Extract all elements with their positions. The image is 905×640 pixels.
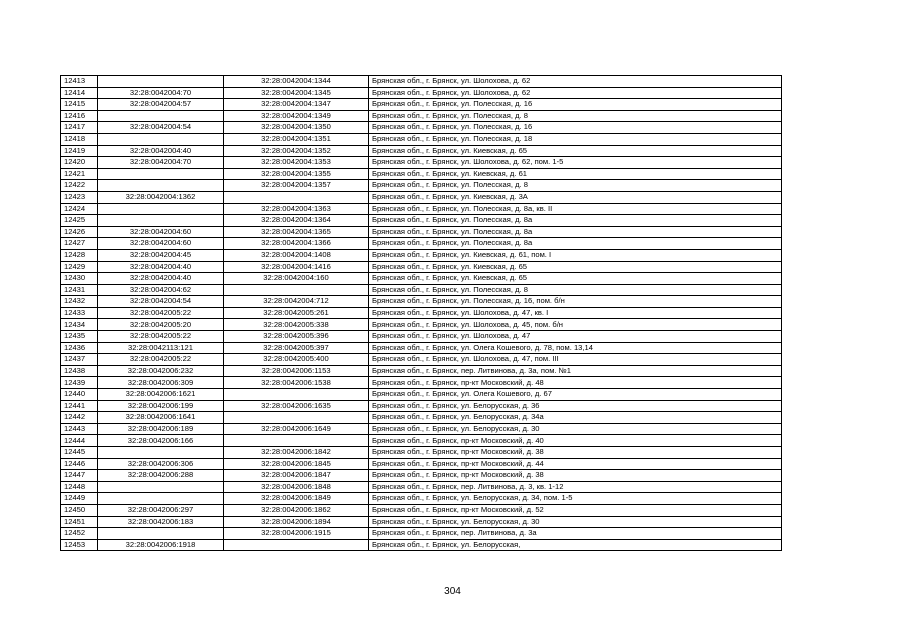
object-cadastral-number-cell: 32:28:0042006:1635 [224,400,369,412]
address-cell: Брянская обл., г. Брянск, пр-кт Московский, д. 44 [369,458,782,470]
object-cadastral-number-cell: 32:28:0042005:400 [224,354,369,366]
cadastral-number-cell: 32:28:0042006:166 [98,435,224,447]
row-number-cell: 12418 [61,133,98,145]
row-number-cell: 12450 [61,504,98,516]
page-number: 304 [444,586,461,597]
table-row [61,99,782,111]
row-number-cell: 12432 [61,296,98,308]
table-row [61,110,782,122]
table-row [61,470,782,482]
table-row [61,307,782,319]
cadastral-number-cell: 32:28:0042006:1918 [98,539,224,551]
table-row [61,168,782,180]
address-cell: Брянская обл., г. Брянск, ул. Полесская, д. 16, пом. б/н [369,296,782,308]
table-row [61,365,782,377]
object-cadastral-number-cell: 32:28:0042006:1649 [224,423,369,435]
address-cell: Брянская обл., г. Брянск, ул. Киевская, д. 65 [369,273,782,285]
table-row [61,319,782,331]
table-row [61,539,782,551]
object-cadastral-number-cell: 32:28:0042006:1915 [224,528,369,540]
cadastral-number-cell: 32:28:0042006:306 [98,458,224,470]
cadastral-number-cell: 32:28:0042005:22 [98,354,224,366]
address-cell: Брянская обл., г. Брянск, ул. Киевская, д. 61, пом. I [369,249,782,261]
registry-table [60,75,782,551]
table-row [61,493,782,505]
row-number-cell: 12434 [61,319,98,331]
table-row [61,435,782,447]
cadastral-number-cell [98,180,224,192]
cadastral-number-cell: 32:28:0042006:1641 [98,412,224,424]
object-cadastral-number-cell: 32:28:0042004:1352 [224,145,369,157]
cadastral-number-cell: 32:28:0042004:70 [98,157,224,169]
address-cell: Брянская обл., г. Брянск, пр-кт Московский, д. 38 [369,470,782,482]
cadastral-number-cell [98,481,224,493]
address-cell: Брянская обл., г. Брянск, ул. Киевская, д. 61 [369,168,782,180]
row-number-cell: 12446 [61,458,98,470]
table-row [61,238,782,250]
object-cadastral-number-cell: 32:28:0042004:1364 [224,215,369,227]
table-row [61,504,782,516]
object-cadastral-number-cell: 32:28:0042006:1538 [224,377,369,389]
table-row [61,342,782,354]
table-row [61,261,782,273]
row-number-cell: 12443 [61,423,98,435]
address-cell: Брянская обл., г. Брянск, пер. Литвинова, д. 3, кв. 1-12 [369,481,782,493]
table-row [61,354,782,366]
row-number-cell: 12429 [61,261,98,273]
cadastral-number-cell [98,203,224,215]
address-cell: Брянская обл., г. Брянск, ул. Шолохова, д. 47 [369,331,782,343]
row-number-cell: 12452 [61,528,98,540]
object-cadastral-number-cell: 32:28:0042006:1894 [224,516,369,528]
cadastral-number-cell: 32:28:0042004:40 [98,261,224,273]
table-row [61,296,782,308]
address-cell: Брянская обл., г. Брянск, ул. Шолохова, д. 47, пом. III [369,354,782,366]
object-cadastral-number-cell: 32:28:0042004:1366 [224,238,369,250]
address-cell: Брянская обл., г. Брянск, ул. Полесская, д. 16 [369,122,782,134]
object-cadastral-number-cell: 32:28:0042004:1416 [224,261,369,273]
object-cadastral-number-cell: 32:28:0042005:396 [224,331,369,343]
address-cell: Брянская обл., г. Брянск, ул. Полесская, д. 8а [369,215,782,227]
row-number-cell: 12420 [61,157,98,169]
cadastral-number-cell: 32:28:0042006:1621 [98,389,224,401]
row-number-cell: 12413 [61,76,98,88]
table-row [61,122,782,134]
cadastral-number-cell: 32:28:0042004:40 [98,145,224,157]
cadastral-number-cell [98,133,224,145]
cadastral-number-cell [98,215,224,227]
address-cell: Брянская обл., г. Брянск, ул. Белорусская, д. 30 [369,516,782,528]
row-number-cell: 12421 [61,168,98,180]
object-cadastral-number-cell: 32:28:0042006:1153 [224,365,369,377]
table-row [61,423,782,435]
object-cadastral-number-cell [224,412,369,424]
table-row [61,516,782,528]
address-cell: Брянская обл., г. Брянск, ул. Киевская, д. 3А [369,191,782,203]
cadastral-number-cell: 32:28:0042004:1362 [98,191,224,203]
address-cell: Брянская обл., г. Брянск, ул. Олега Кошевого, д. 78, пом. 13,14 [369,342,782,354]
row-number-cell: 12419 [61,145,98,157]
cadastral-number-cell: 32:28:0042006:189 [98,423,224,435]
table-row [61,157,782,169]
row-number-cell: 12428 [61,249,98,261]
table-row [61,249,782,261]
cadastral-number-cell: 32:28:0042006:183 [98,516,224,528]
row-number-cell: 12417 [61,122,98,134]
address-cell: Брянская обл., г. Брянск, ул. Полесская, д. 18 [369,133,782,145]
row-number-cell: 12453 [61,539,98,551]
address-cell: Брянская обл., г. Брянск, пр-кт Московский, д. 52 [369,504,782,516]
object-cadastral-number-cell: 32:28:0042006:1849 [224,493,369,505]
row-number-cell: 12436 [61,342,98,354]
cadastral-number-cell: 32:28:0042113:121 [98,342,224,354]
cadastral-number-cell [98,528,224,540]
object-cadastral-number-cell: 32:28:0042005:261 [224,307,369,319]
address-cell: Брянская обл., г. Брянск, ул. Шолохова, д. 47, кв. I [369,307,782,319]
address-cell: Брянская обл., г. Брянск, пр-кт Московский, д. 48 [369,377,782,389]
object-cadastral-number-cell [224,191,369,203]
cadastral-number-cell: 32:28:0042004:70 [98,87,224,99]
address-cell: Брянская обл., г. Брянск, ул. Шолохова, д. 45, пом. б/н [369,319,782,331]
row-number-cell: 12447 [61,470,98,482]
address-cell: Брянская обл., г. Брянск, ул. Полесская, д. 8 [369,110,782,122]
cadastral-number-cell: 32:28:0042005:20 [98,319,224,331]
address-cell: Брянская обл., г. Брянск, ул. Белорусская, д. 36 [369,400,782,412]
cadastral-number-cell: 32:28:0042004:60 [98,226,224,238]
object-cadastral-number-cell: 32:28:0042004:1355 [224,168,369,180]
cadastral-number-cell: 32:28:0042004:54 [98,122,224,134]
cadastral-number-cell [98,493,224,505]
address-cell: Брянская обл., г. Брянск, ул. Киевская, д. 65 [369,261,782,273]
object-cadastral-number-cell [224,435,369,447]
address-cell: Брянская обл., г. Брянск, ул. Полесская, д. 8а, кв. II [369,203,782,215]
object-cadastral-number-cell: 32:28:0042006:1862 [224,504,369,516]
row-number-cell: 12431 [61,284,98,296]
address-cell: Брянская обл., г. Брянск, ул. Шолохова, д. 62 [369,76,782,88]
cadastral-number-cell: 32:28:0042005:22 [98,331,224,343]
table-row [61,284,782,296]
row-number-cell: 12424 [61,203,98,215]
registry-table-body [61,76,782,551]
table-row [61,87,782,99]
table-row [61,447,782,459]
table-row [61,458,782,470]
cadastral-number-cell [98,168,224,180]
row-number-cell: 12430 [61,273,98,285]
object-cadastral-number-cell: 32:28:0042004:1365 [224,226,369,238]
address-cell: Брянская обл., г. Брянск, ул. Шолохова, д. 62, пом. 1-5 [369,157,782,169]
object-cadastral-number-cell: 32:28:0042004:1344 [224,76,369,88]
row-number-cell: 12441 [61,400,98,412]
cadastral-number-cell: 32:28:0042004:40 [98,273,224,285]
cadastral-number-cell [98,110,224,122]
row-number-cell: 12433 [61,307,98,319]
table-row [61,226,782,238]
table-row [61,191,782,203]
cadastral-number-cell: 32:28:0042006:232 [98,365,224,377]
row-number-cell: 12423 [61,191,98,203]
object-cadastral-number-cell: 32:28:0042004:1349 [224,110,369,122]
cadastral-number-cell: 32:28:0042004:57 [98,99,224,111]
object-cadastral-number-cell: 32:28:0042005:338 [224,319,369,331]
address-cell: Брянская обл., г. Брянск, ул. Полесская, д. 8а [369,238,782,250]
object-cadastral-number-cell: 32:28:0042006:1842 [224,447,369,459]
table-row [61,528,782,540]
address-cell: Брянская обл., г. Брянск, ул. Белорусская, д. 34а [369,412,782,424]
row-number-cell: 12442 [61,412,98,424]
address-cell: Брянская обл., г. Брянск, пр-кт Московский, д. 40 [369,435,782,447]
table-row [61,215,782,227]
address-cell: Брянская обл., г. Брянск, ул. Белорусская, [369,539,782,551]
address-cell: Брянская обл., г. Брянск, пер. Литвинова, д. 3а, пом. №1 [369,365,782,377]
table-row [61,412,782,424]
cadastral-number-cell: 32:28:0042006:309 [98,377,224,389]
address-cell: Брянская обл., г. Брянск, ул. Полесская, д. 8а [369,226,782,238]
address-cell: Брянская обл., г. Брянск, ул. Киевская, д. 65 [369,145,782,157]
table-row [61,145,782,157]
row-number-cell: 12427 [61,238,98,250]
cadastral-number-cell: 32:28:0042005:22 [98,307,224,319]
object-cadastral-number-cell [224,284,369,296]
row-number-cell: 12435 [61,331,98,343]
object-cadastral-number-cell: 32:28:0042004:1350 [224,122,369,134]
cadastral-number-cell: 32:28:0042006:288 [98,470,224,482]
object-cadastral-number-cell [224,539,369,551]
row-number-cell: 12448 [61,481,98,493]
cadastral-number-cell [98,76,224,88]
row-number-cell: 12415 [61,99,98,111]
table-row [61,133,782,145]
table-row [61,203,782,215]
row-number-cell: 12426 [61,226,98,238]
row-number-cell: 12414 [61,87,98,99]
address-cell: Брянская обл., г. Брянск, пер. Литвинова, д. 3а [369,528,782,540]
row-number-cell: 12439 [61,377,98,389]
table-row [61,180,782,192]
object-cadastral-number-cell: 32:28:0042004:1353 [224,157,369,169]
address-cell: Брянская обл., г. Брянск, ул. Полесская, д. 8 [369,180,782,192]
cadastral-number-cell: 32:28:0042004:60 [98,238,224,250]
row-number-cell: 12444 [61,435,98,447]
object-cadastral-number-cell: 32:28:0042004:1347 [224,99,369,111]
address-cell: Брянская обл., г. Брянск, ул. Полесская, д. 8 [369,284,782,296]
table-row [61,377,782,389]
table-row [61,331,782,343]
row-number-cell: 12449 [61,493,98,505]
cadastral-number-cell: 32:28:0042006:297 [98,504,224,516]
object-cadastral-number-cell: 32:28:0042004:1408 [224,249,369,261]
address-cell: Брянская обл., г. Брянск, ул. Шолохова, д. 62 [369,87,782,99]
cadastral-number-cell: 32:28:0042004:54 [98,296,224,308]
row-number-cell: 12422 [61,180,98,192]
object-cadastral-number-cell [224,389,369,401]
object-cadastral-number-cell: 32:28:0042004:1363 [224,203,369,215]
row-number-cell: 12440 [61,389,98,401]
cadastral-number-cell: 32:28:0042004:45 [98,249,224,261]
address-cell: Брянская обл., г. Брянск, пр-кт Московский, д. 38 [369,447,782,459]
table-row [61,481,782,493]
address-cell: Брянская обл., г. Брянск, ул. Белорусская, д. 30 [369,423,782,435]
table-row [61,273,782,285]
table-row [61,400,782,412]
object-cadastral-number-cell: 32:28:0042005:397 [224,342,369,354]
row-number-cell: 12425 [61,215,98,227]
object-cadastral-number-cell: 32:28:0042006:1847 [224,470,369,482]
address-cell: Брянская обл., г. Брянск, ул. Полесская, д. 16 [369,99,782,111]
table-row [61,389,782,401]
object-cadastral-number-cell: 32:28:0042004:1357 [224,180,369,192]
row-number-cell: 12416 [61,110,98,122]
table-row [61,76,782,88]
object-cadastral-number-cell: 32:28:0042004:160 [224,273,369,285]
object-cadastral-number-cell: 32:28:0042006:1848 [224,481,369,493]
row-number-cell: 12437 [61,354,98,366]
cadastral-number-cell [98,447,224,459]
address-cell: Брянская обл., г. Брянск, ул. Белорусская, д. 34, пом. 1-5 [369,493,782,505]
cadastral-number-cell: 32:28:0042004:62 [98,284,224,296]
object-cadastral-number-cell: 32:28:0042004:1345 [224,87,369,99]
row-number-cell: 12451 [61,516,98,528]
object-cadastral-number-cell: 32:28:0042004:712 [224,296,369,308]
row-number-cell: 12445 [61,447,98,459]
address-cell: Брянская обл., г. Брянск, ул. Олега Кошевого, д. 67 [369,389,782,401]
row-number-cell: 12438 [61,365,98,377]
object-cadastral-number-cell: 32:28:0042004:1351 [224,133,369,145]
cadastral-number-cell: 32:28:0042006:199 [98,400,224,412]
object-cadastral-number-cell: 32:28:0042006:1845 [224,458,369,470]
